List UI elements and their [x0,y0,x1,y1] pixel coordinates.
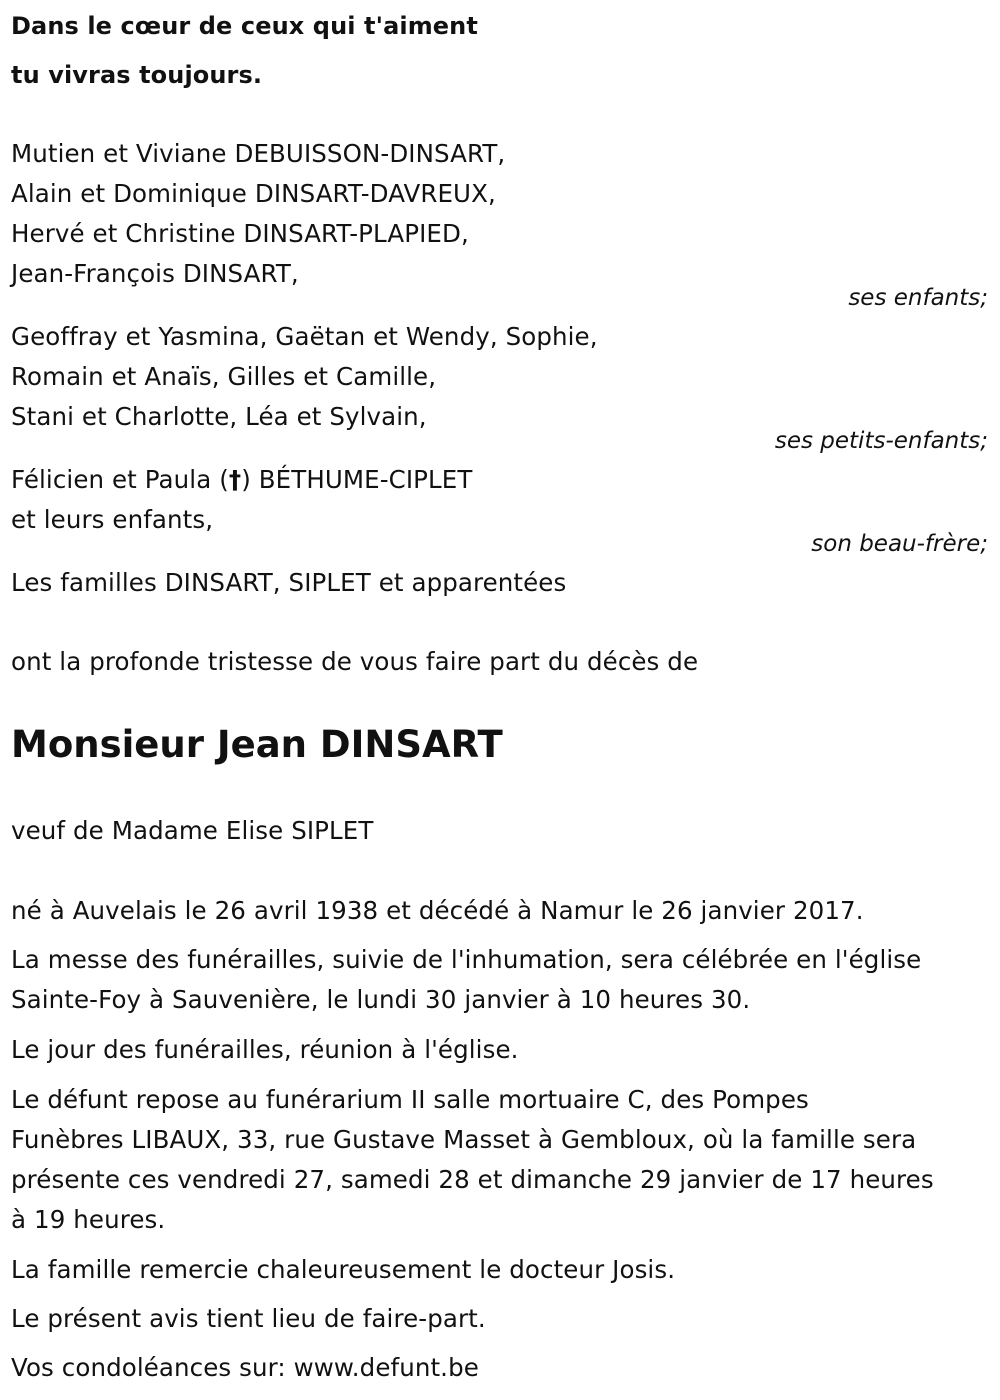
child-name: Alain et Dominique DINSART-DAVREUX, [11,179,496,208]
brother-in-law-children: et leurs enfants, [11,505,214,534]
mass-line: La messe des funérailles, suivie de l'inhumation, sera célébrée en l'église [11,945,922,974]
grandchildren-line: Stani et Charlotte, Léa et Sylvain, [11,402,427,431]
brother-in-law-surname: ) BÉTHUME-CIPLET [241,465,473,494]
announcement-line: ont la profonde tristesse de vous faire part du décès de [11,647,699,676]
birth-death-line: né à Auvelais le 26 avril 1938 et décédé à Namur le 26 janvier 2017. [11,896,864,925]
child-name: Hervé et Christine DINSART-PLAPIED, [11,219,469,248]
families-line: Les familles DINSART, SIPLET et apparentées [11,568,567,597]
repose-line: Funèbres LIBAUX, 33, rue Gustave Masset à Gembloux, où la famille sera [11,1125,917,1154]
repose-line: à 19 heures. [11,1205,166,1234]
notice-line: Le présent avis tient lieu de faire-part. [11,1304,486,1333]
children-role: ses enfants; [848,285,988,311]
epigraph-line-2: tu vivras toujours. [11,61,263,89]
repose-line: Le défunt repose au funérarium II salle mortuaire C, des Pompes [11,1085,809,1114]
epigraph-line-1: Dans le cœur de ceux qui t'aiment [11,12,478,40]
grandchildren-line: Geoffray et Yasmina, Gaëtan et Wendy, Sophie, [11,322,598,351]
condolences-line: Vos condoléances sur: www.defunt.be [11,1353,479,1382]
brother-in-law-line [11,465,472,495]
child-name: Mutien et Viviane DEBUISSON-DINSART, [11,139,506,168]
deceased-cross-icon: † [228,465,242,494]
mass-line: Sainte-Foy à Sauvenière, le lundi 30 janvier à 10 heures 30. [11,985,751,1014]
grandchildren-role: ses petits-enfants; [774,428,988,454]
thanks-line: La famille remercie chaleureusement le docteur Josis. [11,1255,676,1284]
grandchildren-line: Romain et Anaïs, Gilles et Camille, [11,362,437,391]
brother-in-law-names: Félicien et Paula ( [11,465,229,494]
deceased-name: Monsieur Jean DINSART [11,723,503,766]
child-name: Jean-François DINSART, [11,259,299,288]
brother-in-law-role: son beau-frère; [811,531,988,557]
widower-line: veuf de Madame Elise SIPLET [11,816,374,845]
meeting-line: Le jour des funérailles, réunion à l'église. [11,1035,519,1064]
repose-line: présente ces vendredi 27, samedi 28 et dimanche 29 janvier de 17 heures [11,1165,934,1194]
